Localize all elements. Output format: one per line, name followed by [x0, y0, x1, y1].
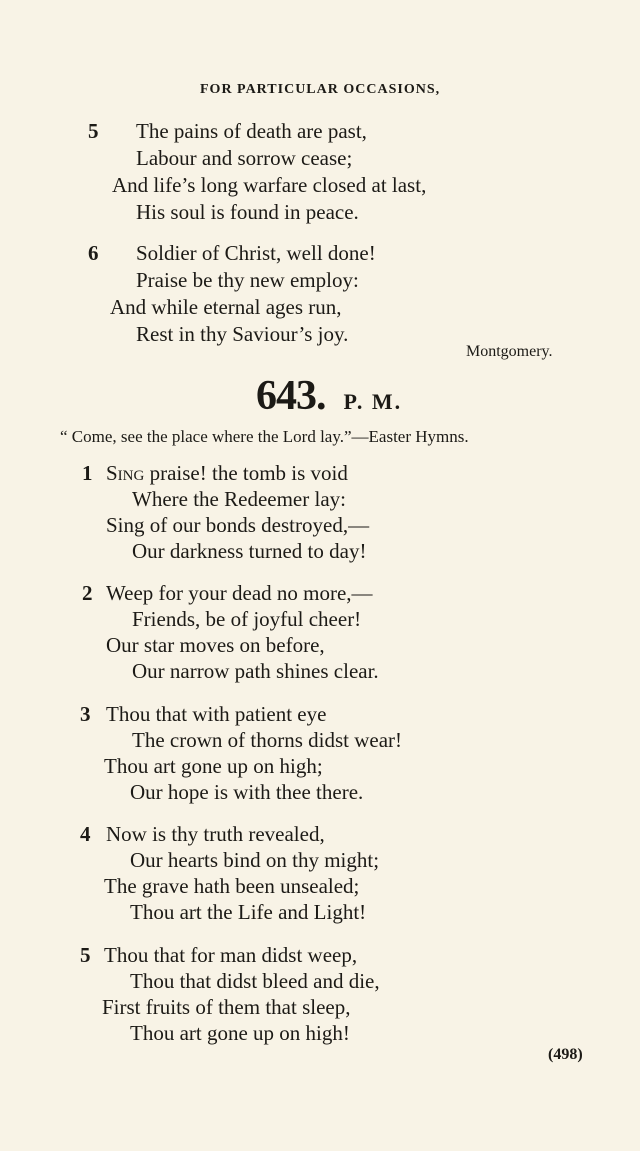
verse-line: Friends, be of joyful cheer!: [132, 607, 362, 631]
verse-line: And life’s long warfare closed at last,: [112, 173, 427, 197]
page-number: (498): [548, 1046, 583, 1063]
stanza-number: 6: [88, 241, 99, 265]
verse-line: The grave hath been unsealed;: [104, 874, 360, 898]
verse-line: Labour and sorrow cease;: [136, 146, 353, 170]
verse-line: Our narrow path shines clear.: [132, 659, 379, 683]
stanza-number: 1: [82, 461, 93, 485]
verse-line: Thou that with patient eye: [106, 702, 327, 726]
verse-line: Soldier of Christ, well done!: [136, 241, 376, 265]
verse-line: His soul is found in peace.: [136, 200, 359, 224]
verse-line: Sing of our bonds destroyed,—: [106, 513, 370, 537]
verse-line: Where the Redeemer lay:: [132, 487, 346, 511]
verse-line: [106, 460, 348, 486]
verse-line: The crown of thorns didst wear!: [132, 728, 403, 752]
verse-line: Thou art gone up on high!: [130, 1021, 350, 1045]
hymn-number: 643.: [256, 373, 326, 419]
verse-line: The pains of death are past,: [136, 119, 367, 143]
attribution: Montgomery.: [466, 343, 553, 360]
hymn-meter: P. M.: [343, 389, 403, 414]
verse-line: Thou that for man didst weep,: [104, 943, 358, 967]
verse-line: And while eternal ages run,: [110, 295, 342, 319]
drop-word: Sing: [106, 461, 145, 485]
verse-line: Our darkness turned to day!: [132, 539, 367, 563]
epigraph: “ Come, see the place where the Lord lay.”—Easter Hymns.: [60, 427, 469, 446]
verse-line: Thou art gone up on high;: [104, 754, 323, 778]
verse-line-rest: praise! the tomb is void: [144, 461, 348, 485]
stanza-number: 4: [80, 822, 91, 846]
verse-line: Now is thy truth revealed,: [106, 822, 325, 846]
running-header: FOR PARTICULAR OCCASIONS,: [200, 82, 441, 97]
verse-line: Rest in thy Saviour’s joy.: [136, 322, 349, 346]
stanza-number: 3: [80, 702, 91, 726]
hymn-title: [256, 372, 402, 420]
verse-line: Praise be thy new employ:: [136, 268, 359, 292]
verse-line: First fruits of them that sleep,: [102, 995, 351, 1019]
verse-line: Our hearts bind on thy might;: [130, 848, 380, 872]
verse-line: Our star moves on before,: [106, 633, 325, 657]
verse-line: Thou art the Life and Light!: [130, 900, 367, 924]
verse-line: Our hope is with thee there.: [130, 780, 364, 804]
stanza-number: 2: [82, 581, 93, 605]
verse-line: Thou that didst bleed and die,: [130, 969, 380, 993]
verse-line: Weep for your dead no more,—: [106, 581, 373, 605]
stanza-number: 5: [80, 943, 91, 967]
stanza-number: 5: [88, 119, 99, 143]
